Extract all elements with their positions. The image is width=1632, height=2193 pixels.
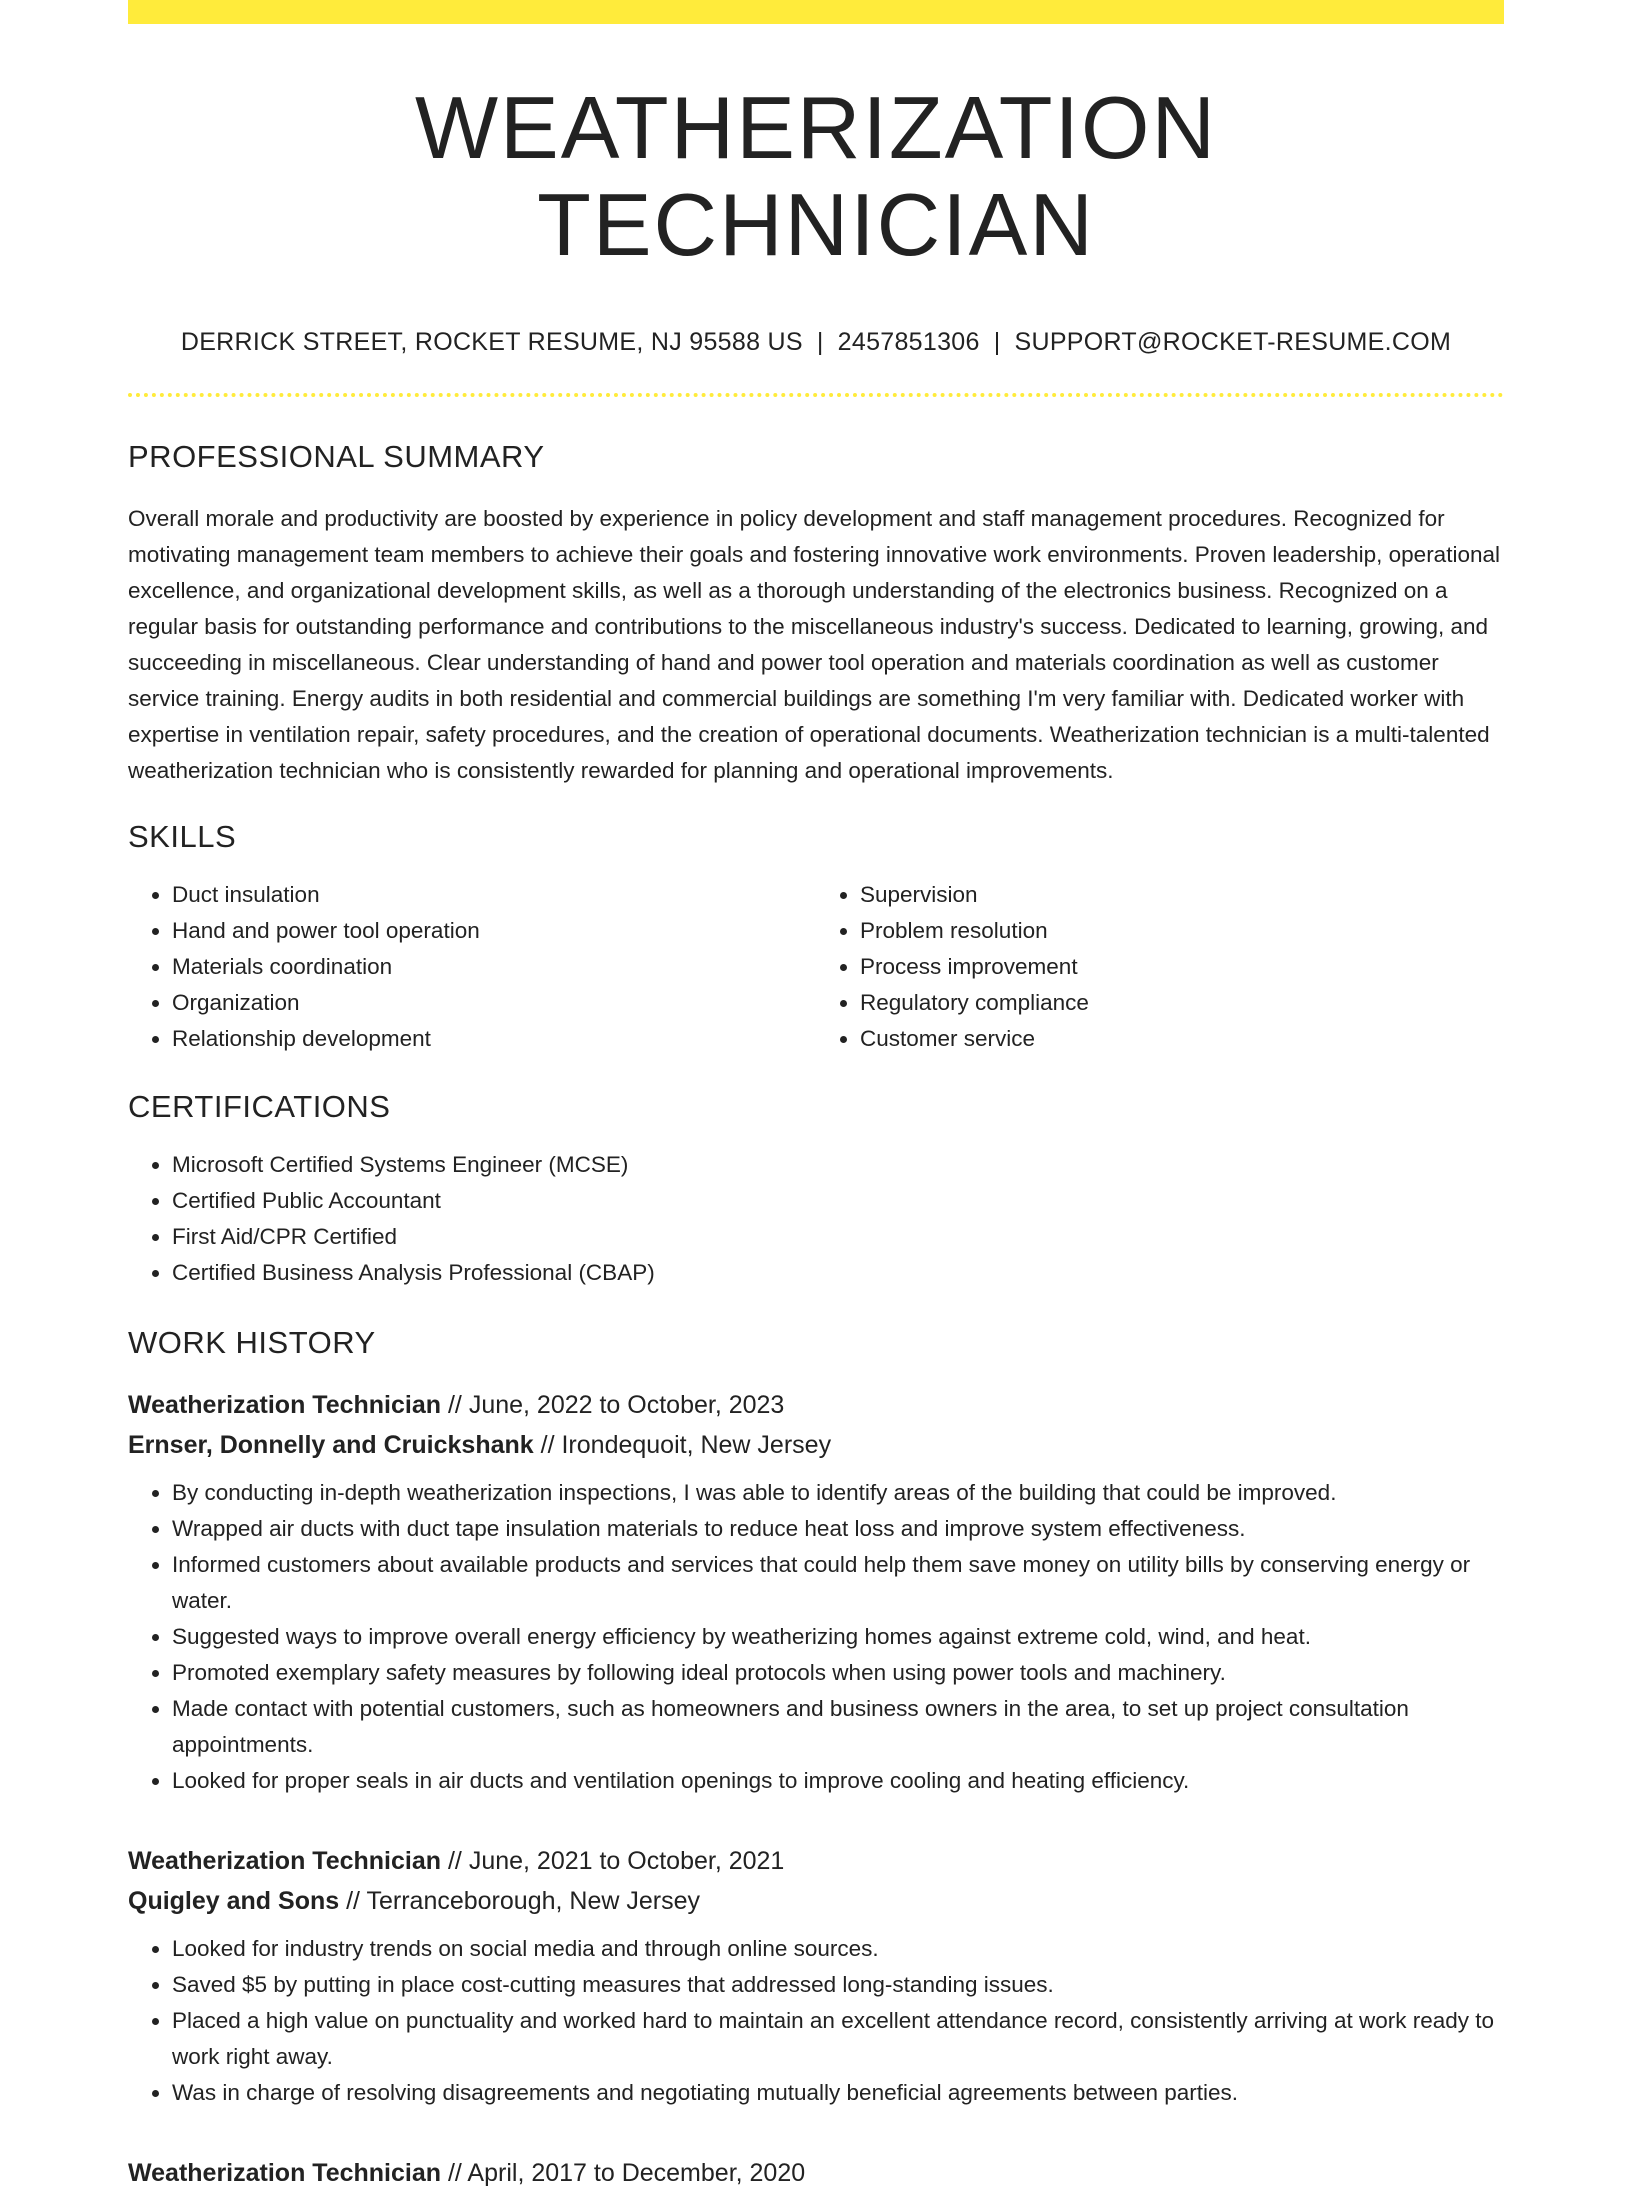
job-entry — [128, 2153, 1504, 2193]
job-entry — [128, 1385, 1504, 1799]
job-role: Weatherization Technician — [128, 1846, 442, 1875]
page-title: WEATHERIZATION TECHNICIAN — [414, 78, 1218, 274]
job-dates: // June, 2021 to October, 2021 — [441, 1846, 785, 1875]
job-entry — [128, 1841, 1504, 2111]
job-location: // Irondequoit, New Jersey — [533, 1430, 832, 1459]
job-bullet: • Wrapped air ducts with duct tape insulation materials to reduce heat loss and improve system effectiveness. — [172, 1511, 1504, 1547]
certification-item: • First Aid/CPR Certified — [172, 1219, 1504, 1255]
job-bullet: • By conducting in-depth weatherization inspections, I was able to identify areas of the building that could be improved. — [172, 1475, 1504, 1511]
job-bullet: • Made contact with potential customers, such as homeowners and business owners in the area, to set up project consultation appointments. — [172, 1691, 1504, 1763]
skill-item: • Process improvement — [860, 949, 1504, 985]
section-title-certifications: CERTIFICATIONS — [128, 1088, 391, 1124]
job-dates: // June, 2022 to October, 2023 — [441, 1390, 785, 1419]
skill-item: • Relationship development — [172, 1021, 816, 1057]
contact-email: SUPPORT@ROCKET-RESUME.COM — [1014, 327, 1452, 356]
header-divider — [128, 393, 1504, 397]
job-company-line — [128, 1425, 1504, 1465]
certification-item: • Microsoft Certified Systems Engineer (MCSE) — [172, 1147, 1504, 1183]
certification-item: • Certified Business Analysis Professional (CBAP) — [172, 1255, 1504, 1291]
skill-item: • Organization — [172, 985, 816, 1021]
job-bullets — [128, 1931, 1504, 2111]
skills-list-right — [816, 877, 1504, 1057]
skill-item: • Duct insulation — [172, 877, 816, 913]
skill-item: • Materials coordination — [172, 949, 816, 985]
section-title-work-history: WORK HISTORY — [128, 1324, 376, 1360]
job-title-line — [128, 1385, 1504, 1425]
job-bullet: • Was in charge of resolving disagreements and negotiating mutually beneficial agreements between parties. — [172, 2075, 1504, 2111]
job-dates: // April, 2017 to December, 2020 — [441, 2158, 806, 2187]
skill-item: • Regulatory compliance — [860, 985, 1504, 1021]
job-title-line — [128, 2153, 1504, 2193]
certification-item: • Certified Public Accountant — [172, 1183, 1504, 1219]
certifications-list — [128, 1147, 1504, 1291]
job-location: // Terranceborough, New Jersey — [339, 1886, 700, 1915]
resume-page — [128, 0, 1504, 2193]
job-role: Weatherization Technician — [128, 1390, 442, 1419]
job-role: Weatherization Technician — [128, 2158, 442, 2187]
skill-item: • Supervision — [860, 877, 1504, 913]
section-title-skills: SKILLS — [128, 818, 237, 854]
section-title-summary: PROFESSIONAL SUMMARY — [128, 438, 545, 474]
contact-separator: | — [993, 327, 1001, 356]
skill-item: • Hand and power tool operation — [172, 913, 816, 949]
contact-phone: 2457851306 — [837, 327, 980, 356]
job-company: Ernser, Donnelly and Cruickshank — [128, 1430, 534, 1459]
job-bullet: • Saved $5 by putting in place cost-cutting measures that addressed long-standing issues. — [172, 1967, 1504, 2003]
job-bullets — [128, 1475, 1504, 1799]
skill-item: • Customer service — [860, 1021, 1504, 1057]
summary-text: Overall morale and productivity are boosted by experience in policy development and staff management procedures. Recognized for motivating management team members to achieve their goals and fostering innovative work environments. Proven leadership, operational excellence, and organizational development skills, as well as a thorough understanding of the electronics business. Recognized on a regular basis for outstanding performance and contributions to the miscellaneous industry's success. Dedicated to learning, growing, and succeeding in miscellaneous. Clear understanding of hand and power tool operation and materials coordination as well as customer service training. Energy audits in both residential and commercial buildings are something I'm very familiar with. Dedicated worker with expertise in ventilation repair, safety procedures, and the creation of operational documents. Weatherization technician is a multi-talented weatherization technician who is consistently rewarded for planning and operational improvements. — [128, 505, 1500, 783]
job-bullet: • Suggested ways to improve overall energy efficiency by weatherizing homes against extreme cold, wind, and heat. — [172, 1619, 1504, 1655]
contact-separator: | — [816, 327, 824, 356]
job-company-line — [128, 1881, 1504, 1921]
skills-columns — [128, 877, 1504, 1057]
skills-list-left — [128, 877, 816, 1057]
skill-item: • Problem resolution — [860, 913, 1504, 949]
contact-address: DERRICK STREET, ROCKET RESUME, NJ 95588 US — [180, 327, 803, 356]
job-bullet: • Looked for proper seals in air ducts and ventilation openings to improve cooling and heating efficiency. — [172, 1763, 1504, 1799]
job-bullet: • Informed customers about available products and services that could help them save money on utility bills by conserving energy or water. — [172, 1547, 1504, 1619]
job-bullet: • Promoted exemplary safety measures by following ideal protocols when using power tools and machinery. — [172, 1655, 1504, 1691]
top-accent-bar — [128, 0, 1504, 24]
job-bullet: • Looked for industry trends on social media and through online sources. — [172, 1931, 1504, 1967]
job-bullet: • Placed a high value on punctuality and worked hard to maintain an excellent attendance record, consistently arriving at work ready to work right away. — [172, 2003, 1504, 2075]
job-title-line — [128, 1841, 1504, 1881]
job-company: Quigley and Sons — [128, 1886, 340, 1915]
contact-line — [128, 328, 1504, 357]
